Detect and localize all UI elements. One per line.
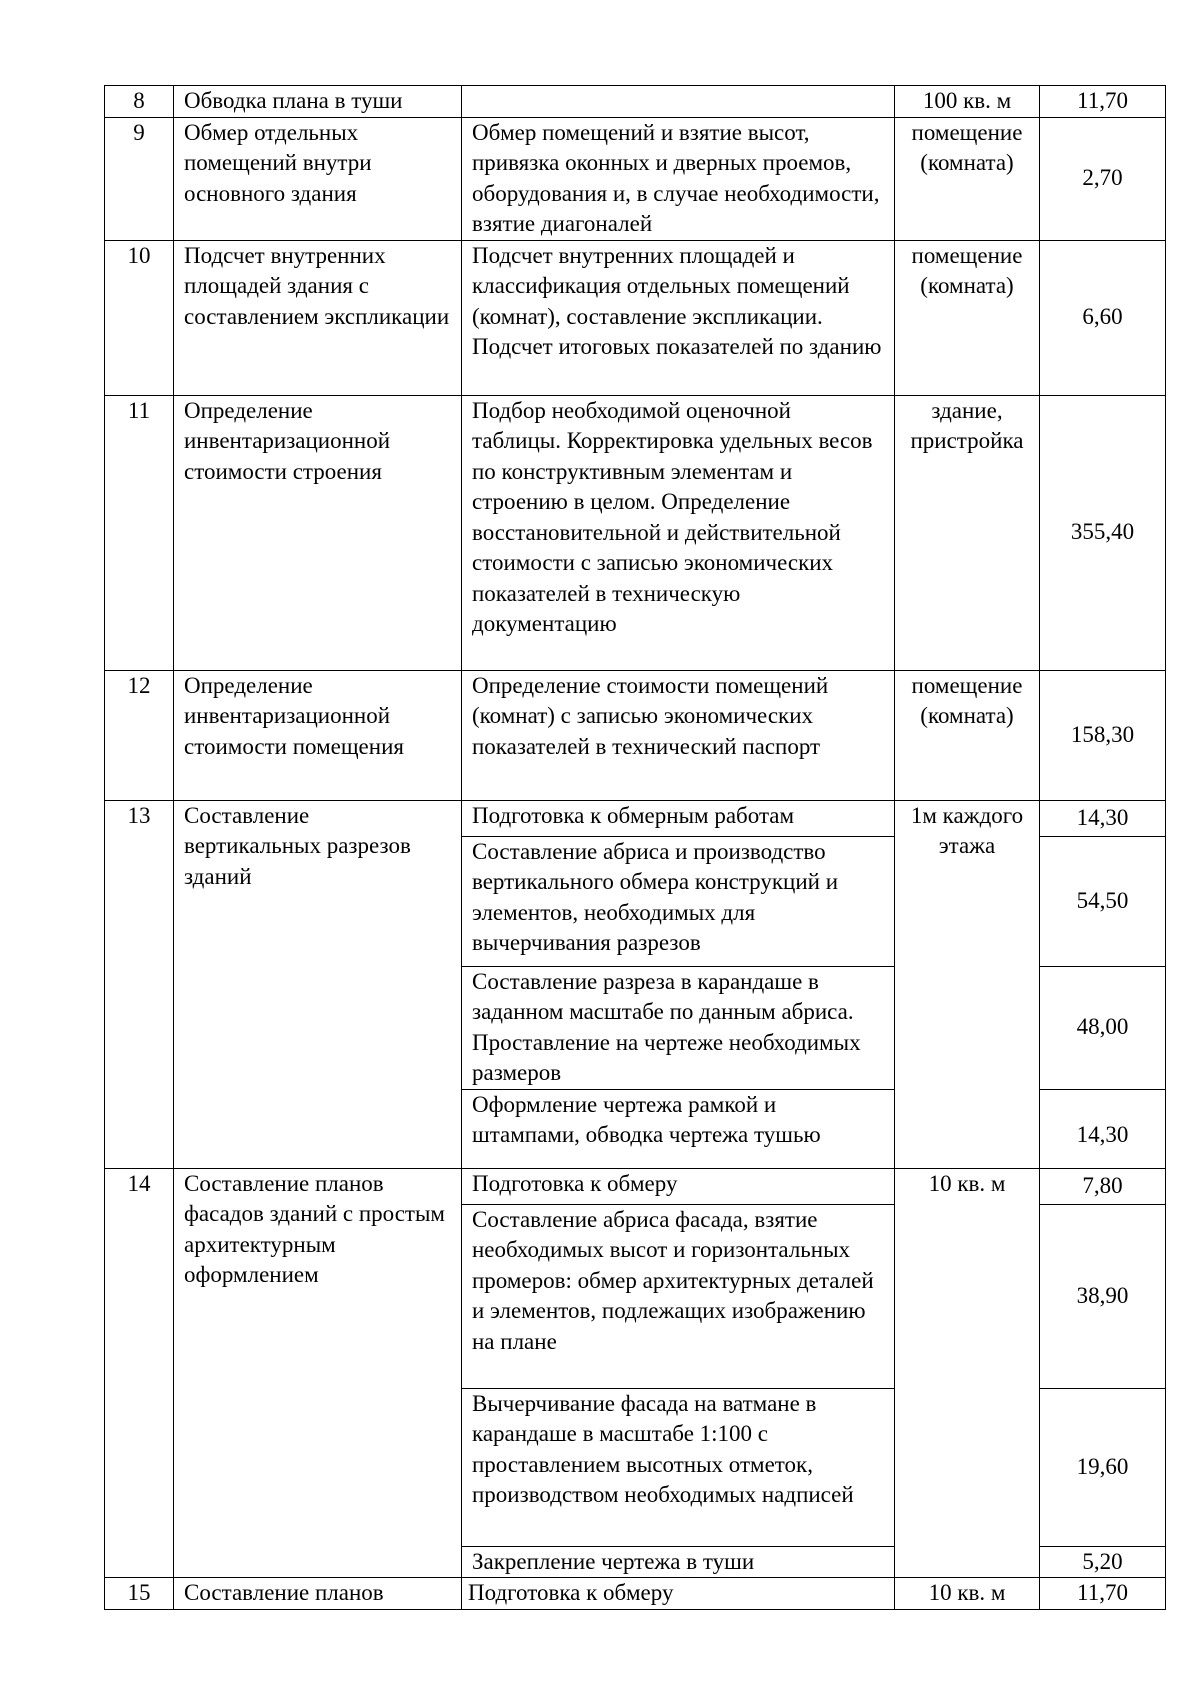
work-description: Подготовка к обмеру	[462, 1168, 895, 1204]
unit-of-measure: 10 кв. м	[895, 1168, 1040, 1578]
unit-of-measure: здание, пристройка	[895, 395, 1040, 670]
work-description: Закрепление чертежа в туши	[462, 1546, 895, 1578]
table-row	[105, 117, 1166, 240]
table-row	[105, 670, 1166, 800]
unit-of-measure: помещение (комната)	[895, 240, 1040, 395]
work-description: Подсчет внутренних площадей и классификация отдельных помещений (комнат), составление экспликации. Подсчет итоговых показателей по зданию	[462, 240, 895, 395]
work-description	[462, 86, 895, 118]
work-name: Обводка плана в туши	[174, 86, 462, 118]
unit-of-measure: помещение (комната)	[895, 117, 1040, 240]
unit-of-measure: 10 кв. м	[895, 1578, 1040, 1610]
work-description: Подготовка к обмеру	[462, 1578, 895, 1610]
unit-of-measure: помещение (комната)	[895, 670, 1040, 800]
work-name: Составление планов	[174, 1578, 462, 1610]
row-number: 10	[105, 240, 174, 395]
table-row	[105, 1578, 1166, 1610]
work-description: Обмер помещений и взятие высот, привязка оконных и дверных проемов, оборудования и, в случае необходимости, взятие диагоналей	[462, 117, 895, 240]
price: 48,00	[1040, 966, 1166, 1089]
table-row	[105, 395, 1166, 670]
price: 11,70	[1040, 1578, 1166, 1610]
work-description: Составление разреза в карандаше в заданном масштабе по данным абриса. Проставление на чертеже необходимых размеров	[462, 966, 895, 1089]
work-name: Составление планов фасадов зданий с простым архитектурным оформлением	[174, 1168, 462, 1578]
work-name: Определение инвентаризационной стоимости помещения	[174, 670, 462, 800]
table-row	[105, 1168, 1166, 1204]
work-description: Подбор необходимой оценочной таблицы. Корректировка удельных весов по конструктивным элементам и строению в целом. Определение восстановительной и действительной стоимости с записью экономических показателей в техническую документацию	[462, 395, 895, 670]
price: 7,80	[1040, 1168, 1166, 1204]
price: 5,20	[1040, 1546, 1166, 1578]
row-number: 9	[105, 117, 174, 240]
row-number: 14	[105, 1168, 174, 1578]
work-description: Составление абриса фасада, взятие необходимых высот и горизонтальных промеров: обмер архитектурных деталей и элементов, подлежащих изображению на плане	[462, 1204, 895, 1388]
work-description: Вычерчивание фасада на ватмане в карандаше в масштабе 1:100 с проставлением высотных отметок, производством необходимых надписей	[462, 1388, 895, 1546]
tariff-table	[104, 85, 1166, 1610]
price: 355,40	[1040, 395, 1166, 670]
table-body	[105, 86, 1166, 1610]
table-row	[105, 800, 1166, 836]
row-number: 8	[105, 86, 174, 118]
price: 38,90	[1040, 1204, 1166, 1388]
price: 14,30	[1040, 1089, 1166, 1168]
work-description: Подготовка к обмерным работам	[462, 800, 895, 836]
price: 6,60	[1040, 240, 1166, 395]
work-name: Составление вертикальных разрезов зданий	[174, 800, 462, 1168]
price: 11,70	[1040, 86, 1166, 118]
unit-of-measure: 1м каждого этажа	[895, 800, 1040, 1168]
table-row	[105, 240, 1166, 395]
price: 19,60	[1040, 1388, 1166, 1546]
price: 2,70	[1040, 117, 1166, 240]
work-description: Составление абриса и производство вертикального обмера конструкций и элементов, необходимых для вычерчивания разрезов	[462, 836, 895, 966]
unit-of-measure: 100 кв. м	[895, 86, 1040, 118]
work-description: Оформление чертежа рамкой и штампами, обводка чертежа тушью	[462, 1089, 895, 1168]
row-number: 11	[105, 395, 174, 670]
work-description: Определение стоимости помещений (комнат) с записью экономических показателей в технический паспорт	[462, 670, 895, 800]
work-name: Обмер отдельных помещений внутри основного здания	[174, 117, 462, 240]
table-row	[105, 86, 1166, 118]
row-number: 13	[105, 800, 174, 1168]
work-name: Определение инвентаризационной стоимости строения	[174, 395, 462, 670]
work-name: Подсчет внутренних площадей здания с составлением экспликации	[174, 240, 462, 395]
price: 54,50	[1040, 836, 1166, 966]
row-number: 15	[105, 1578, 174, 1610]
price: 14,30	[1040, 800, 1166, 836]
price: 158,30	[1040, 670, 1166, 800]
row-number: 12	[105, 670, 174, 800]
